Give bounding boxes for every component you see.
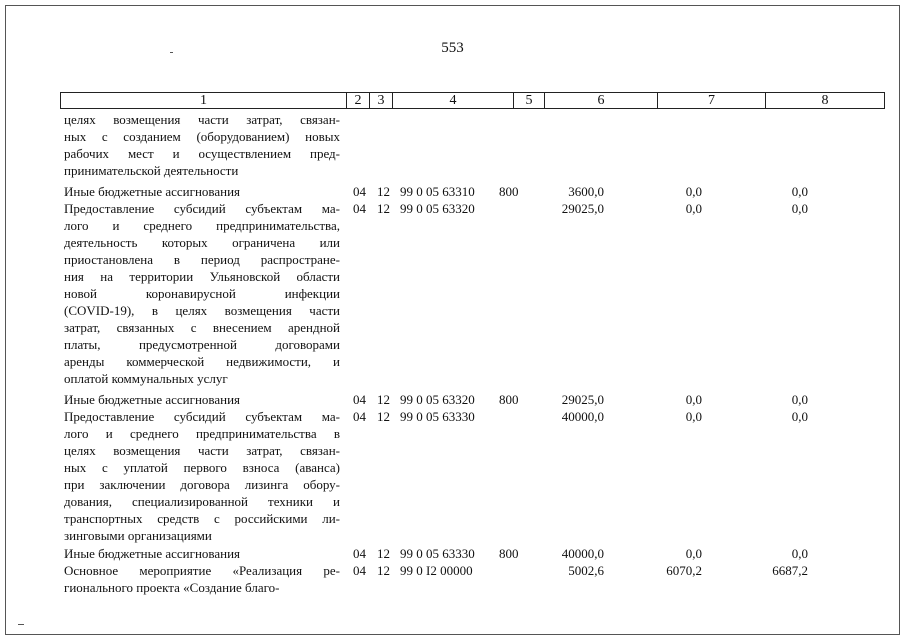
cell-c3: 12: [377, 563, 390, 578]
cell-c6: 40000,0: [561, 546, 604, 561]
description-line: ных с уплатой первого взноса (аванса): [64, 460, 340, 475]
cell-c4: 99 0 05 63310: [400, 184, 475, 199]
description-line: Иные бюджетные ассигнования: [64, 392, 241, 407]
table-header: [60, 92, 885, 109]
description-line: аренды коммерческой недвижимости, и: [64, 354, 340, 369]
description-line: лого и среднего предпринимательства в: [64, 426, 340, 441]
cell-c8: 0,0: [791, 392, 808, 407]
cell-c3: 12: [377, 392, 390, 407]
cell-c5: 800: [499, 546, 519, 561]
cell-c5: 800: [499, 392, 519, 407]
cell-c2: 04: [353, 392, 366, 407]
header-col-6: 6: [545, 93, 658, 108]
cell-c8: 0,0: [791, 184, 808, 199]
description-line: Основное мероприятие «Реализация ре-: [64, 563, 340, 578]
cell-c7: 0,0: [685, 201, 702, 216]
cell-c7: 0,0: [685, 392, 702, 407]
scan-speck: [170, 52, 173, 53]
cell-c4: 99 0 05 63320: [400, 201, 475, 216]
row-description: [64, 391, 340, 408]
description-line: Предоставление субсидий субъектам ма-: [64, 409, 340, 424]
description-line: рабочих мест и осуществлением пред-: [64, 146, 340, 161]
description-line: при заключении договора лизинга обору-: [64, 477, 340, 492]
description-line: целях возмещения части затрат, связан-: [64, 112, 340, 127]
cell-c8: 0,0: [791, 546, 808, 561]
description-line: затрат, связанных с внесением арендной: [64, 320, 340, 335]
header-col-4: 4: [393, 93, 514, 108]
row-description: [64, 545, 340, 562]
description-line: (COVID-19), в целях возмещения части: [64, 303, 340, 318]
page-number: 553: [441, 40, 464, 56]
cell-c6: 5002,6: [568, 563, 604, 578]
description-line: гионального проекта «Создание благо-: [64, 580, 280, 595]
cell-c7: 0,0: [685, 409, 702, 424]
header-col-7: 7: [658, 93, 766, 108]
header-col-5: 5: [514, 93, 545, 108]
description-line: ных с созданием (оборудованием) новых: [64, 129, 340, 144]
header-col-3: 3: [370, 93, 393, 108]
description-line: транспортных средств с российскими ли-: [64, 511, 340, 526]
header-col-8: 8: [821, 93, 829, 108]
cell-c3: 12: [377, 184, 390, 199]
header-col-2: 2: [347, 93, 370, 108]
cell-c6: 29025,0: [561, 201, 604, 216]
cell-c2: 04: [353, 546, 366, 561]
description-line: зинговыми организациями: [64, 528, 212, 543]
cell-c4: 99 0 05 63330: [400, 409, 475, 424]
row-description: [64, 183, 340, 200]
cell-c3: 12: [377, 201, 390, 216]
cell-c4: 99 0 I2 00000: [400, 563, 473, 578]
cell-c6: 29025,0: [561, 392, 604, 407]
cell-c8: 0,0: [791, 409, 808, 424]
description-line: оплатой коммунальных услуг: [64, 371, 228, 386]
cell-c2: 04: [353, 201, 366, 216]
row-description: [64, 408, 340, 544]
cell-c2: 04: [353, 563, 366, 578]
cell-c2: 04: [353, 184, 366, 199]
cell-c5: 800: [499, 184, 519, 199]
cell-c4: 99 0 05 63330: [400, 546, 475, 561]
description-line: новой коронавирусной инфекции: [64, 286, 340, 301]
description-line: Иные бюджетные ассигнования: [64, 546, 241, 561]
cell-c7: 6070,2: [666, 563, 702, 578]
cell-c8: 0,0: [791, 201, 808, 216]
cell-c4: 99 0 05 63320: [400, 392, 475, 407]
description-line: приостановлена в период распростране-: [64, 252, 340, 267]
row-description: [64, 200, 340, 387]
description-line: деятельность которых ограничена или: [64, 235, 340, 250]
cell-c7: 0,0: [685, 184, 702, 199]
row-description: [64, 111, 340, 179]
cell-c2: 04: [353, 409, 366, 424]
description-line: ния на территории Ульяновской области: [64, 269, 340, 284]
cell-c6: 40000,0: [561, 409, 604, 424]
cell-c3: 12: [377, 546, 390, 561]
cell-c8: 6687,2: [772, 563, 808, 578]
cell-c3: 12: [377, 409, 390, 424]
description-line: Предоставление субсидий субъектам ма-: [64, 201, 340, 216]
scan-speck: [18, 624, 24, 625]
description-line: платы, предусмотренной договорами: [64, 337, 340, 352]
cell-c7: 0,0: [685, 546, 702, 561]
description-line: Иные бюджетные ассигнования: [64, 184, 241, 199]
description-line: принимательской деятельности: [64, 163, 239, 178]
header-col-1: 1: [61, 93, 347, 108]
description-line: дования, специализированной техники и: [64, 494, 340, 509]
row-description: [64, 562, 340, 596]
description-line: целях возмещения части затрат, связан-: [64, 443, 340, 458]
cell-c6: 3600,0: [568, 184, 604, 199]
description-line: лого и среднего предпринимательства,: [64, 218, 340, 233]
